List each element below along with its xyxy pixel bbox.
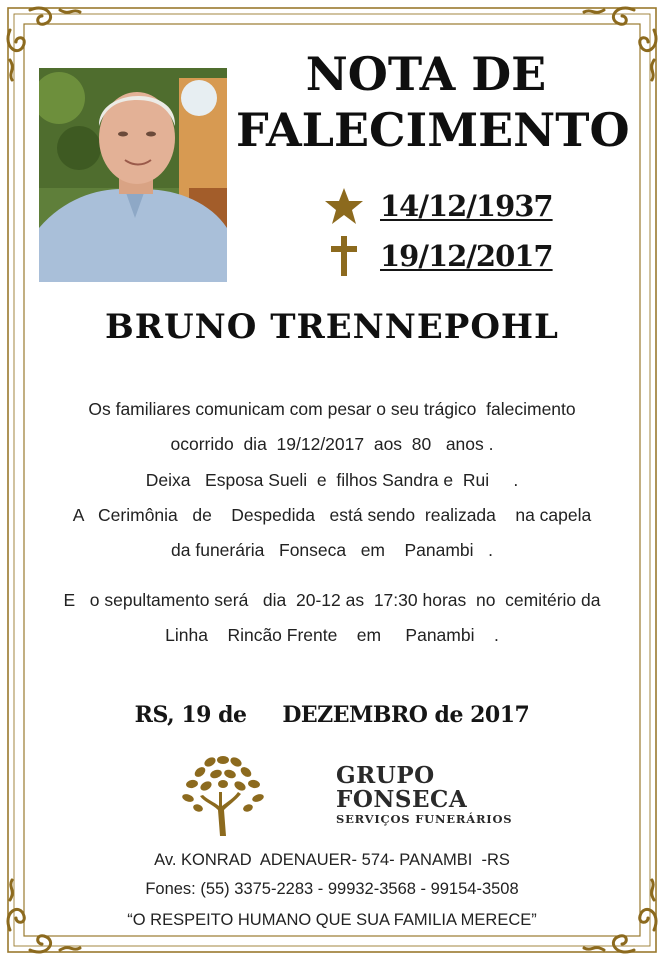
message-line-7: Linha Rincão Frente em Panambi .	[165, 625, 499, 645]
message-line-5: da funerária Fonseca em Panambi .	[171, 540, 493, 560]
message-line-6: E o sepultamento será dia 20-12 as 17:30 horas no cemitério da	[63, 590, 601, 610]
footer-phones: Fones: (55) 3375-2283 - 99932-3568 - 99154-3508	[145, 880, 519, 898]
message-line-4: A Cerimônia de Despedida está sendo realizada na capela	[72, 505, 592, 525]
death-date: 19/12/2017	[380, 239, 553, 273]
message-line-3: Deixa Esposa Sueli e filhos Sandra e Rui .	[145, 470, 519, 490]
place-date: RS, 19 de DEZEMBRO de 2017	[134, 702, 530, 728]
star-icon	[320, 186, 368, 226]
logo-line-3: SERVIÇOS FUNERÁRIOS	[336, 812, 513, 826]
cross-icon	[320, 236, 368, 276]
company-logo-text	[336, 764, 512, 826]
logo-line-2: FONSECA	[336, 786, 468, 813]
logo-line-1: GRUPO	[336, 762, 435, 789]
message-line-1: Os familiares comunicam com pesar o seu trágico falecimento	[88, 399, 576, 419]
message-line-2: ocorrido dia 19/12/2017 aos 80 anos .	[170, 434, 494, 454]
death-date-row	[320, 236, 553, 276]
deceased-name: BRUNO TRENNEPOHL	[105, 307, 559, 347]
birth-date: 14/12/1937	[380, 189, 553, 223]
notice-title	[236, 46, 630, 158]
tree-icon	[178, 748, 268, 838]
title-line-2: FALECIMENTO	[236, 103, 630, 157]
footer-address: Av. KONRAD ADENAUER- 574- PANAMBI -RS	[154, 851, 510, 869]
deceased-photo	[39, 68, 227, 282]
birth-date-row	[320, 186, 553, 226]
footer-motto: “O RESPEITO HUMANO QUE SUA FAMILIA MERECE”	[127, 911, 537, 929]
title-line-1: NOTA DE	[305, 47, 547, 101]
